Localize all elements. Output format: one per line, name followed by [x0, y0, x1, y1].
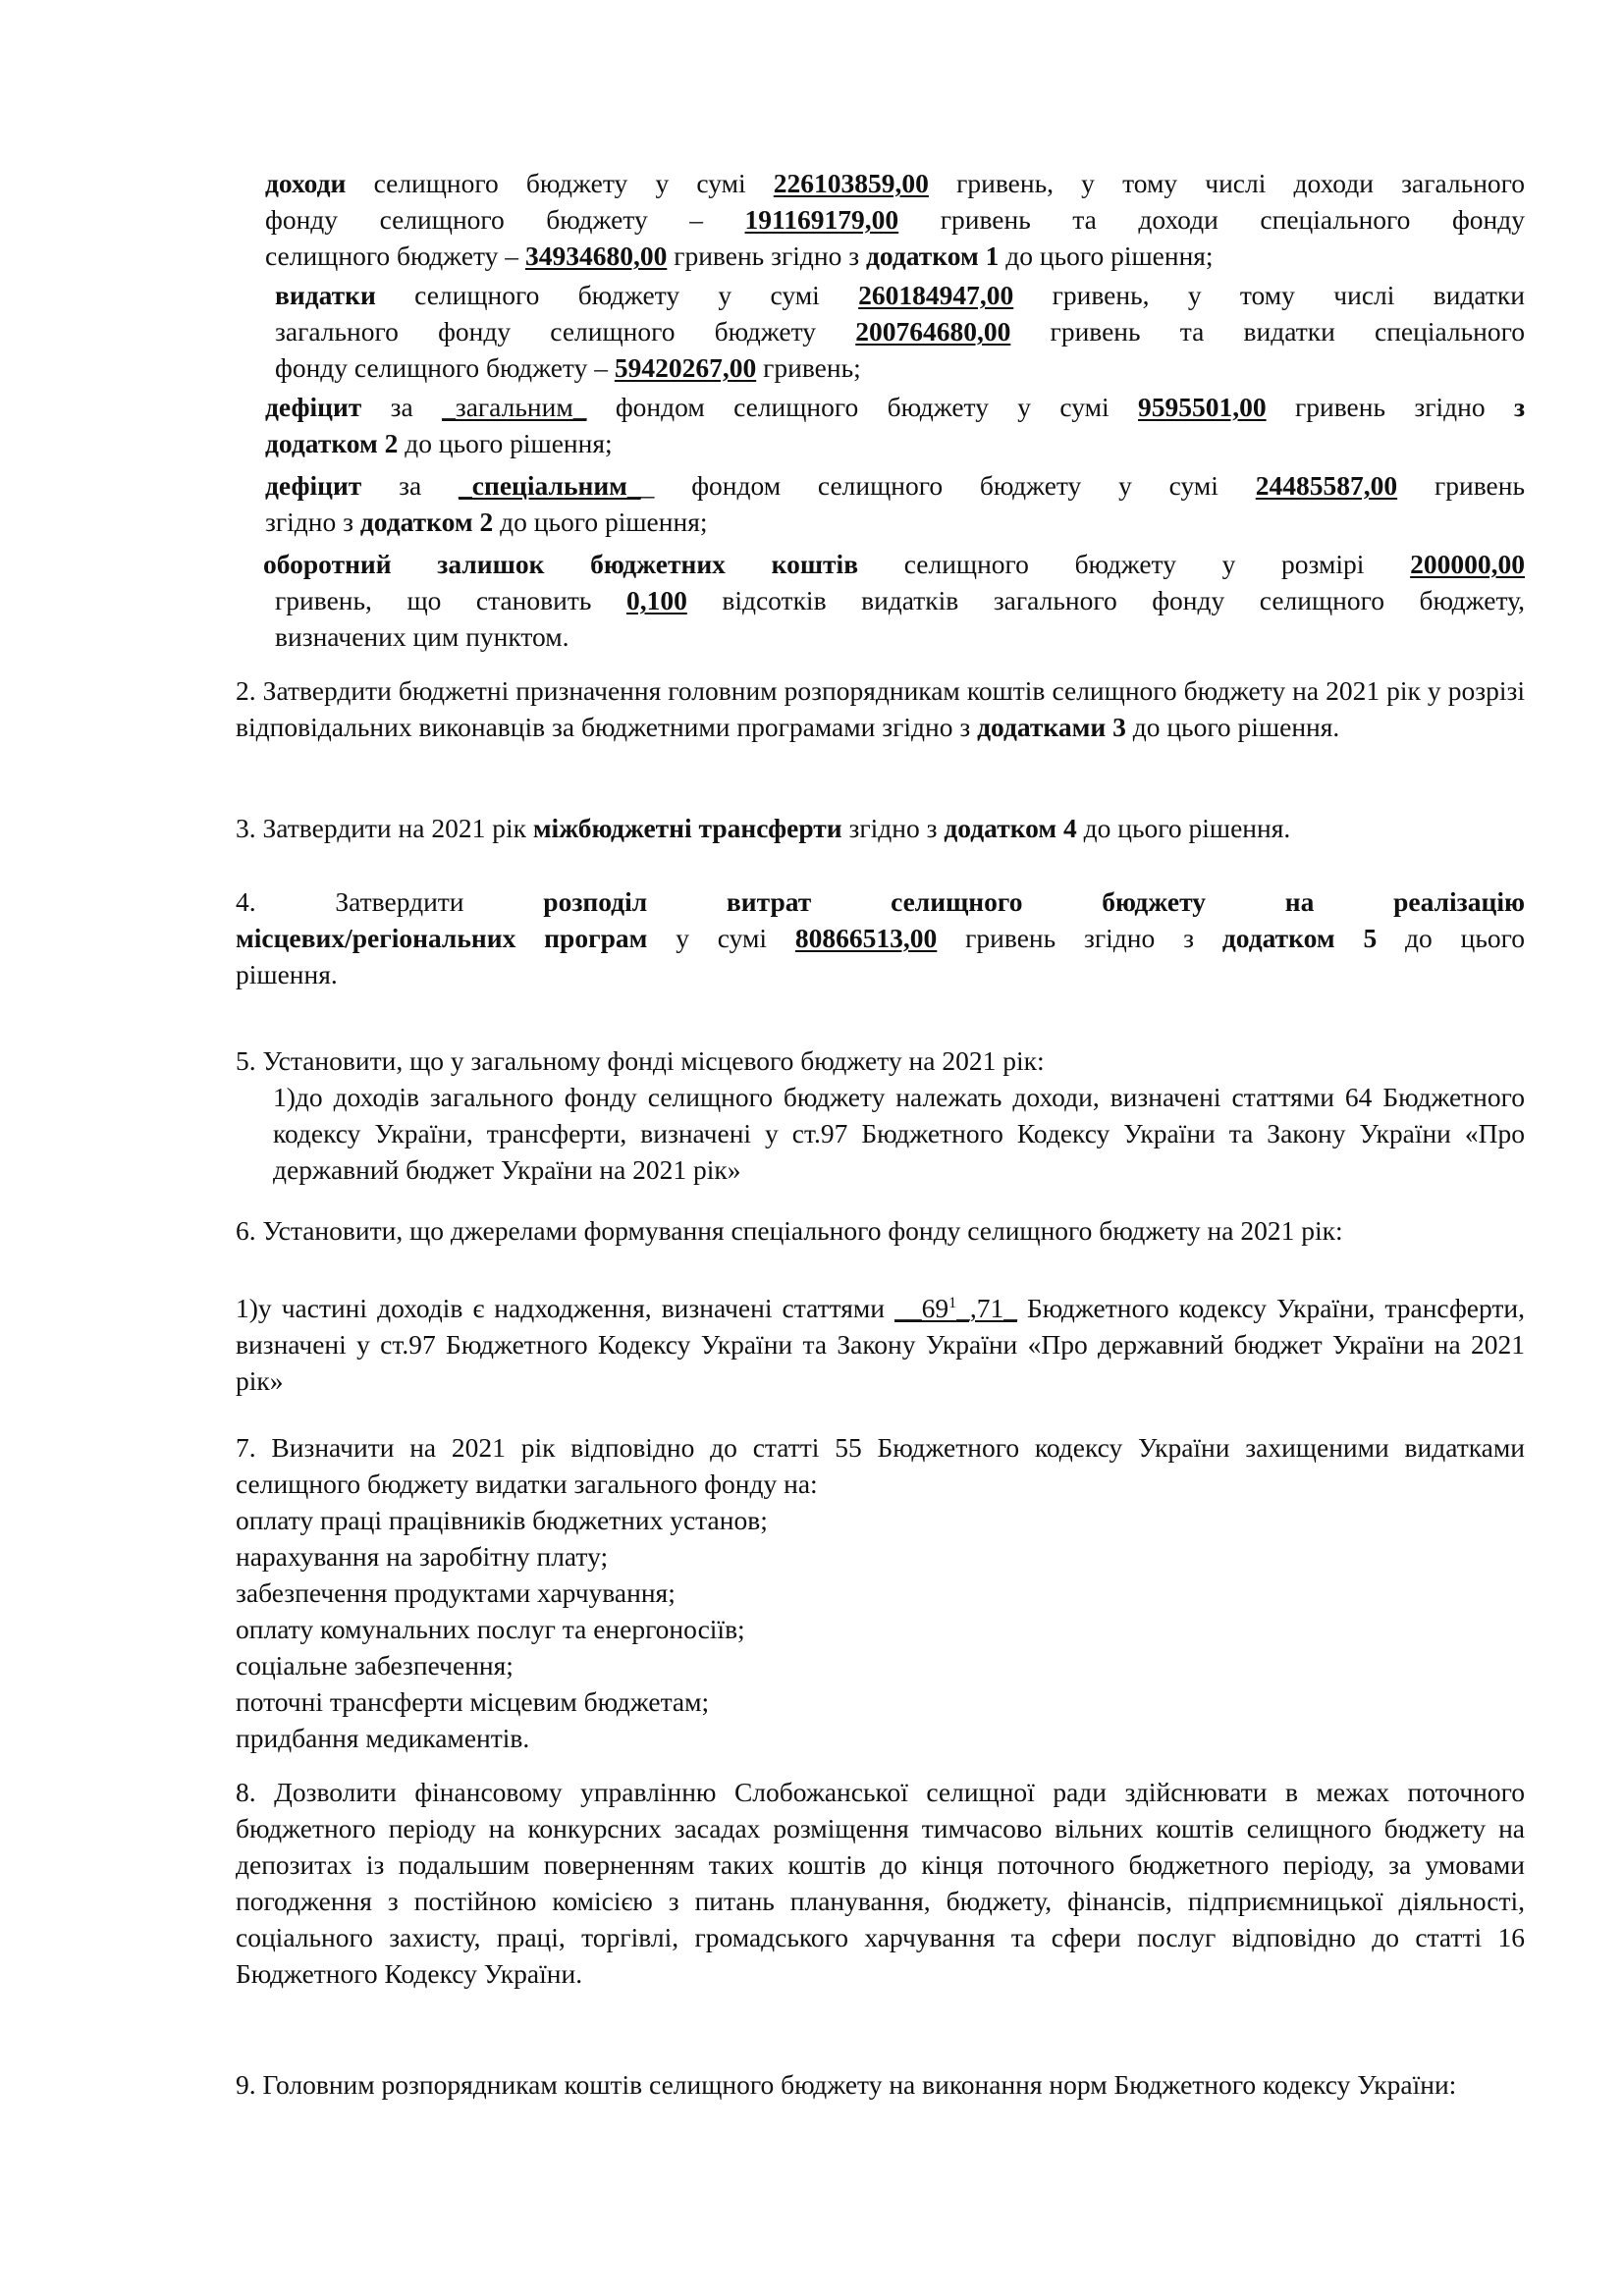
income-special-fund: 34934680,00	[524, 240, 668, 271]
deficit-special-amount: 24485587,00	[1255, 470, 1398, 501]
deficit-term: дефіцит	[265, 392, 362, 422]
deficit-special-line-2: згідно з додатком 2 до цього рішення;	[265, 507, 708, 537]
income-total: 226103859,00	[773, 168, 929, 198]
item-6-title: 6. Установити, що джерелами формування спеціального фонду селищного бюджету на 2021 рік:	[236, 1215, 1343, 1246]
deficit-general-line-1: дефіцит за _загальним_ фондом селищного бюджету у сумі 9595501,00 гривень згідно з	[265, 392, 1525, 422]
appendix-4-ref: додатком 4	[944, 813, 1077, 843]
protected-item-5: соціальне забезпечення;	[236, 1650, 514, 1681]
expenses-total: 260184947,00	[858, 280, 1014, 310]
reserve-percent: 0,100	[625, 585, 687, 615]
reserve-term: оборотний залишок бюджетних коштів	[263, 549, 859, 579]
item-7-title: 7. Визначити на 2021 рік відповідно до статті 55 Бюджетного кодексу України захищеними видатками селищного бюджету видатки загального фонду на:	[236, 1432, 1525, 1499]
reserve-line-2: гривень, що становить 0,100 відсотків видатків загального фонду селищного бюджету,	[275, 585, 1526, 615]
item-6-body: 1)у частині доходів є надходження, визначені статтями $\_\_69^1\_,71\_$ Бюджетного кодексу України, трансферти, визначені у ст.97 Бюджетного Кодексу України та Закону України «Про державний бюджет України на 2021 рік»	[236, 1293, 1525, 1396]
item-4-line-3: рішення.	[236, 959, 338, 989]
expenses-line-2: загального фонду селищного бюджету 200764680,00 гривень та видатки спеціального	[275, 316, 1525, 347]
expenses-special-fund: 59420267,00	[614, 352, 757, 383]
interbudget-transfers: міжбюджетні трансферти	[532, 813, 842, 843]
income-line-1: доходи селищного бюджету у сумі 226103859,00 гривень, у тому числі доходи загального	[265, 168, 1526, 198]
reserve-line-1: оборотний залишок бюджетних коштів селищного бюджету у розмірі 200000,00	[263, 549, 1525, 579]
expenses-general-fund: 200764680,00	[855, 316, 1011, 347]
expenses-line-3: фонду селищного бюджету – 59420267,00 гривень;	[275, 352, 861, 383]
appendix-1-ref: додатком 1	[865, 240, 1000, 271]
income-line-3: селищного бюджету – 34934680,00 гривень згідно з додатком 1 до цього рішення;	[265, 240, 1214, 271]
protected-item-1: оплату праці працівників бюджетних установ;	[236, 1505, 768, 1535]
item-5-body: 1)до доходів загального фонду селищного бюджету належать доходи, визначені статтями 64 Бюджетного кодексу України, трансферти, визначені у ст.97 Бюджетного Кодексу України та Закону України «Про державний бюджет України на 2021 рік»	[273, 1082, 1525, 1185]
item-8: 8. Дозволити фінансовому управлінню Слобожанської селищної ради здійснювати в межах поточного бюджетного періоду на конкурсних засадах розміщення тимчасово вільних коштів селищного бюджету на депозитах із подальшим поверненням таких коштів до кінця поточного бюджетного періоду, за умовами погодження з постійною комісією з питань планування, бюджету, фінансів, підприємницької діяльності, соціального захисту, праці, торгівлі, громадського харчування та сфери послуг відповідно до статті 16 Бюджетного Кодексу України.	[236, 1777, 1525, 1989]
programs-amount: 80866513,00	[794, 923, 938, 953]
local-programs: місцевих/регіональних програм	[236, 923, 648, 953]
appendix-2-ref: додатком 2	[265, 428, 399, 458]
protected-item-3: забезпечення продуктами харчування;	[236, 1577, 676, 1608]
protected-item-6: поточні трансферти місцевим бюджетам;	[236, 1686, 710, 1717]
income-term: доходи	[265, 168, 347, 198]
expenses-line-1: видатки селищного бюджету у сумі 260184947,00 гривень, у тому числі видатки	[275, 280, 1526, 310]
appendix-3-ref: додатками 3	[977, 712, 1126, 742]
protected-item-4: оплату комунальних послуг та енергоносіїв;	[236, 1614, 745, 1644]
item-2: 2. Затвердити бюджетні призначення головним розпорядникам коштів селищного бюджету на 2021 рік у розрізі відповідальних виконавців за бюджетними програмами згідно з додатками 3 до цього рішення.	[236, 675, 1525, 742]
item-5-title: 5. Установити, що у загальному фонді місцевого бюджету на 2021 рік:	[236, 1045, 1045, 1076]
expenses-term: видатки	[275, 280, 376, 310]
item-3: 3. Затвердити на 2021 рік міжбюджетні трансферти згідно з додатком 4 до цього рішення.	[236, 813, 1291, 843]
item-9: 9. Головним розпорядникам коштів селищного бюджету на виконання норм Бюджетного кодексу України:	[236, 2069, 1457, 2100]
appendix-5-ref: додатком 5	[1221, 923, 1378, 953]
item-4-line-2: місцевих/регіональних програм у сумі 80866513,00 гривень згідно з додатком 5 до цього	[236, 923, 1525, 953]
item-4-line-1: 4. Затвердити розподіл витрат селищного бюджету на реалізацію	[236, 886, 1525, 917]
articles-ref: $\_\_69^1\_,71\_$	[894, 1293, 1017, 1323]
income-line-2: фонду селищного бюджету – 191169179,00 гривень та доходи спеціального фонду	[265, 204, 1525, 235]
reserve-amount: 200000,00	[1410, 549, 1525, 579]
deficit-general-line-2: додатком 2 до цього рішення;	[265, 428, 613, 458]
protected-item-7: придбання медикаментів.	[236, 1723, 530, 1753]
protected-item-2: нарахування на заробітну плату;	[236, 1541, 609, 1572]
deficit-special-line-1: дефіцит за _спеціальним__ фондом селищного бюджету у сумі 24485587,00 гривень	[265, 470, 1525, 501]
income-general-fund: 191169179,00	[744, 204, 899, 235]
reserve-line-3: визначених цим пунктом.	[275, 621, 569, 652]
deficit-general-amount: 9595501,00	[1138, 392, 1267, 422]
